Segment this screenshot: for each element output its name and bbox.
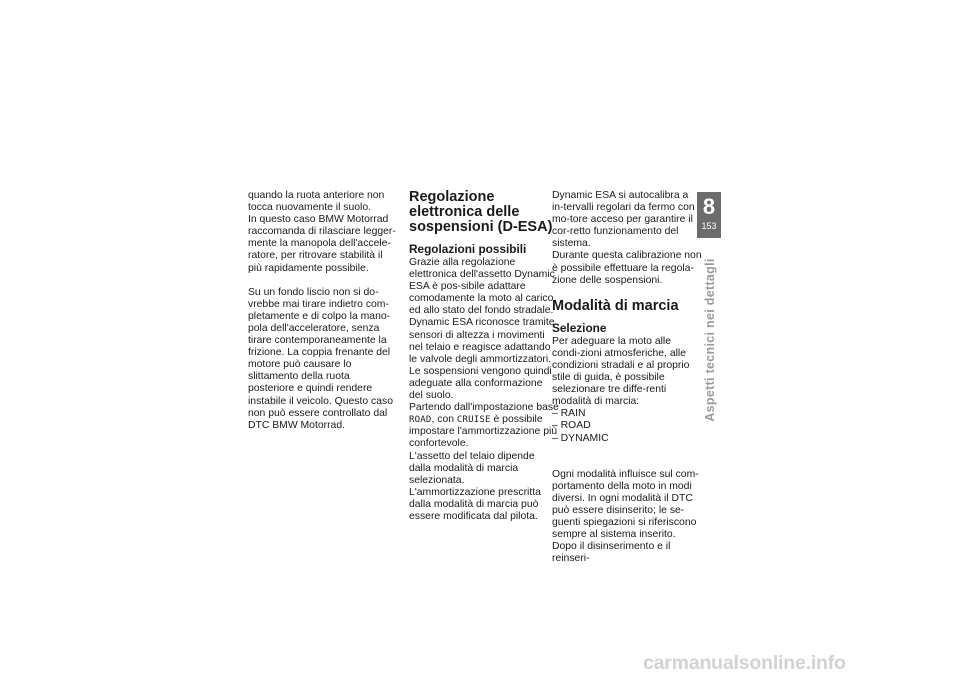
paragraph: Durante questa calibrazione non è possibile effettuare la regola-zione delle sospensioni. <box>552 250 702 286</box>
paragraph: quando la ruota anteriore non tocca nuovamente il suolo. <box>248 190 385 214</box>
chapter-side-title: Aspetti tecnici nei dettagli <box>703 258 717 422</box>
text-column-2 <box>409 190 559 523</box>
paragraph: Su un fondo liscio non si do-vrebbe mai tirare indietro com-pletamente e di colpo la mano-pola dell'acceleratore, senza tirare contemporaneamente la frizione. La coppia frenante del motore può causare lo slittamento della ruota posteriore e quindi rendere instabile il veicolo. Questo caso non può essere controllato dal DTC BMW Motorrad. <box>248 286 393 431</box>
section-heading: Modalità di marcia <box>552 297 679 314</box>
watermark: carmanualsonline.info <box>643 652 846 674</box>
mode-list <box>552 408 702 444</box>
paragraph: Le sospensioni vengono quindi adeguate alla conformazione del suolo. <box>409 365 552 402</box>
list-item: – ROAD <box>552 420 702 432</box>
page-number: 153 <box>701 221 717 231</box>
paragraph: L'assetto del telaio dipende dalla modalità di marcia selezionata. <box>409 450 535 486</box>
text-column-1 <box>248 190 398 432</box>
paragraph: Per adeguare la moto alle condi-zioni atmosferiche, alle condizioni stradali e al proprio stile di guida, è possibile selezionare tre diffe-renti modalità di marcia: <box>552 335 690 408</box>
mode-label-road: ROAD <box>409 415 432 426</box>
paragraph <box>409 402 559 450</box>
list-item: – RAIN <box>552 408 702 420</box>
chapter-tab <box>697 192 721 238</box>
paragraph: Grazie alla regolazione elettronica dell'assetto Dynamic ESA è pos-sibile adattare comodamente la moto al carico ed allo stato del fondo stradale. <box>409 257 555 317</box>
paragraph: Dynamic ESA riconosce tramite sensori di altezza i movimenti nel telaio e reagisce adattando le valvole degli ammortizzatori. <box>409 317 555 365</box>
chapter-number: 8 <box>702 194 716 219</box>
subsection-heading: Selezione <box>552 320 607 335</box>
paragraph: L'ammortizzazione prescritta dalla modalità di marcia può essere modificata dal pilota. <box>409 486 541 522</box>
paragraph: In questo caso BMW Motorrad raccomanda di rilasciare legger-mente la manopola dell'accele-ratore, per ritrovare stabilità il più rapidamente possibile. <box>248 214 396 274</box>
text-run: , con <box>431 414 457 426</box>
paragraph: Dynamic ESA si autocalibra a in-tervalli regolari da fermo con mo-tore acceso per garantire il cor-retto funzionamento del sistema. <box>552 190 695 250</box>
text-run: Partendo dall'impostazione base <box>409 402 559 414</box>
section-heading: Regolazione elettronica delle sospensioni (D-ESA) <box>409 189 553 235</box>
text-column-3 <box>552 190 702 565</box>
list-item: – DYNAMIC <box>552 433 702 445</box>
subsection-heading: Regolazioni possibili <box>409 242 527 256</box>
paragraph: Ogni modalità influisce sul com-portamento della moto in modi diversi. In ogni modalità il DTC può essere disinserito; le se-guenti spiegazioni si riferiscono sempre al sistema inserito. Dopo il disinserimento e il reinseri- <box>552 468 699 565</box>
mode-label-cruise: CRUISE <box>456 415 491 426</box>
text-run: è possibile impostare l'ammortizzazione più confortevole. <box>409 414 558 450</box>
